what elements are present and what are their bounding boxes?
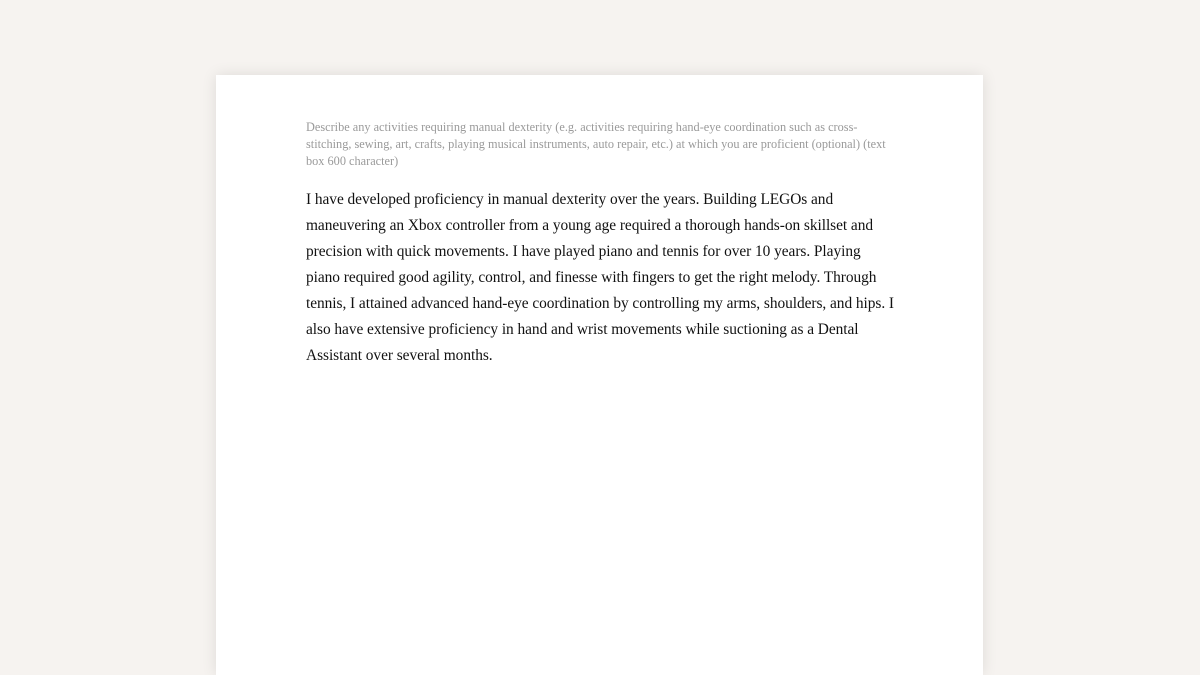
essay-response: I have developed proficiency in manual dexterity over the years. Building LEGOs and maneuvering an Xbox controller from a young age required a thorough hands-on skillset and precision with quick movements. I have played piano and tennis for over 10 years. Playing piano required good agility, control, and finesse with fingers to get the right melody. Through tennis, I attained advanced hand-eye coordination by controlling my arms, shoulders, and hips. I also have extensive proficiency in hand and wrist movements while suctioning as a Dental Assistant over several months. — [306, 191, 895, 364]
essay-prompt: Describe any activities requiring manual dexterity (e.g. activities requiring hand-eye coordination such as cross-stitching, sewing, art, crafts, playing musical instruments, auto repair, etc.) at which you are proficient (optional) (text box 600 character) — [306, 120, 886, 168]
document-content — [306, 119, 896, 369]
document-page — [216, 75, 983, 675]
